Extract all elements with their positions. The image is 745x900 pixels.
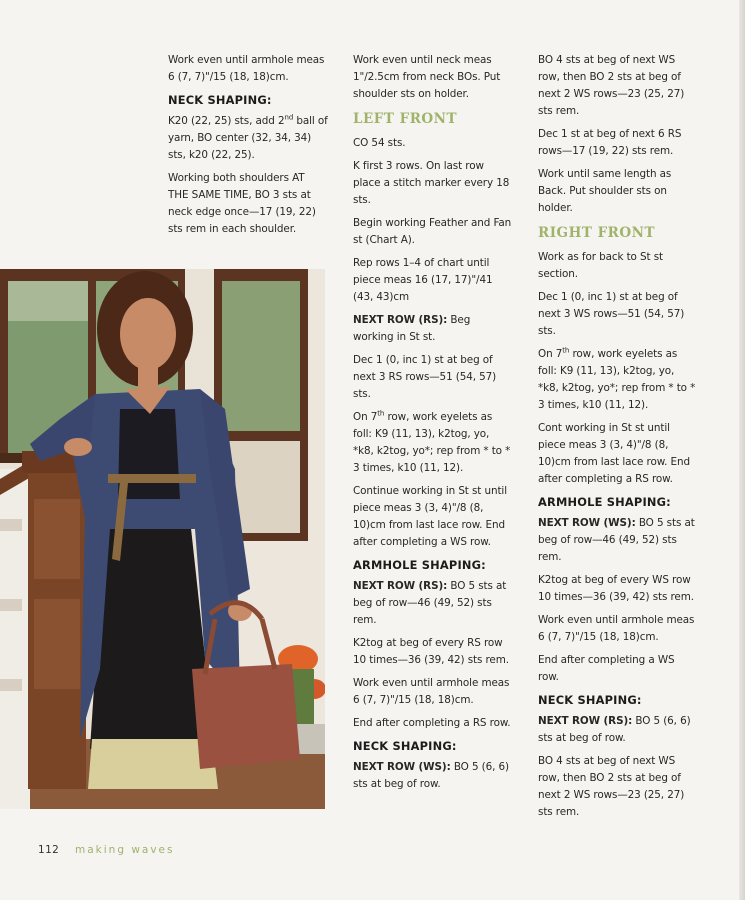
section-heading: LEFT FRONT <box>353 111 458 127</box>
section-heading: RIGHT FRONT <box>538 225 656 241</box>
text-column-2 <box>353 52 513 799</box>
instruction-paragraph: NEXT ROW (RS): BO 5 (6, 6) sts at beg of row. <box>538 715 691 744</box>
instruction-paragraph: On 7th row, work eyelets as foll: K9 (11, 13), k2tog, yo, *k8, k2tog, yo*; rep from * to * 3 times, k10 (11, 12). <box>538 346 696 411</box>
instruction-paragraph: K2tog at beg of every RS row 10 times—36 (39, 42) sts rem. <box>353 637 509 666</box>
instruction-paragraph: Dec 1 st at beg of next 6 RS rows—17 (19, 22) sts rem. <box>538 128 682 157</box>
instruction-paragraph: NEXT ROW (RS): BO 5 sts at beg of row—46 (49, 52) sts rem. <box>353 580 507 626</box>
instruction-paragraph: Begin working Feather and Fan st (Chart A). <box>353 217 512 246</box>
subsection-heading: NECK SHAPING: <box>538 693 642 707</box>
instruction-paragraph: NEXT ROW (RS): Beg working in St st. <box>353 314 471 343</box>
subsection-heading: NECK SHAPING: <box>353 739 457 753</box>
instruction-paragraph: Work as for back to St st section. <box>538 251 663 280</box>
instruction-paragraph: Dec 1 (0, inc 1) st at beg of next 3 WS rows—51 (54, 57) sts. <box>538 291 685 337</box>
page-edge <box>739 0 745 900</box>
instruction-paragraph: Work even until armhole meas 6 (7, 7)"/15 (18, 18)cm. <box>168 54 325 83</box>
instruction-paragraph: On 7th row, work eyelets as foll: K9 (11, 13), k2tog, yo, *k8, k2tog, yo*; rep from * to * 3 times, k10 (11, 12). <box>353 409 511 474</box>
instruction-paragraph: NEXT ROW (WS): BO 5 (6, 6) sts at beg of row. <box>353 761 510 790</box>
instruction-paragraph: K first 3 rows. On last row place a stitch marker every 18 sts. <box>353 160 510 206</box>
instruction-paragraph: NEXT ROW (WS): BO 5 sts at beg of row—46 (49, 52) sts rem. <box>538 517 695 563</box>
instruction-paragraph: Rep rows 1–4 of chart until piece meas 16 (17, 17)"/41 (43, 43)cm <box>353 257 493 303</box>
instruction-paragraph: Work until same length as Back. Put shoulder sts on holder. <box>538 168 672 214</box>
page-footer <box>38 844 174 856</box>
instruction-paragraph: Working both shoulders AT THE SAME TIME, BO 3 sts at neck edge once—17 (19, 22) sts rem in each shoulder. <box>168 172 316 235</box>
instruction-paragraph: Work even until neck meas 1"/2.5cm from neck BOs. Put shoulder sts on holder. <box>353 54 501 100</box>
text-column-3 <box>538 52 698 827</box>
text-column-1 <box>168 52 328 244</box>
page-number: 112 <box>38 844 60 856</box>
subsection-heading: NECK SHAPING: <box>168 93 272 107</box>
instruction-paragraph: K20 (22, 25) sts, add 2nd ball of yarn, BO center (32, 34, 34) sts, k20 (22, 25). <box>168 113 328 161</box>
section-title: making waves <box>75 844 175 856</box>
instruction-paragraph: Continue working in St st until piece meas 3 (3, 4)"/8 (8, 10)cm from last lace row. End after completing a WS row. <box>353 485 507 548</box>
subsection-heading: ARMHOLE SHAPING: <box>353 558 486 572</box>
subsection-heading: ARMHOLE SHAPING: <box>538 495 671 509</box>
instruction-paragraph: BO 4 sts at beg of next WS row, then BO 2 sts at beg of next 2 WS rows—23 (25, 27) sts rem. <box>538 54 685 117</box>
instruction-paragraph: BO 4 sts at beg of next WS row, then BO 2 sts at beg of next 2 WS rows—23 (25, 27) sts rem. <box>538 755 685 818</box>
instruction-paragraph: Cont working in St st until piece meas 3 (3, 4)"/8 (8, 10)cm from last lace row. End after completing a RS row. <box>538 422 690 485</box>
instruction-paragraph: Work even until armhole meas 6 (7, 7)"/15 (18, 18)cm. <box>538 614 695 643</box>
instruction-paragraph: CO 54 sts. <box>353 137 406 149</box>
instruction-paragraph: End after completing a RS row. <box>353 717 511 729</box>
instruction-paragraph: Dec 1 (0, inc 1) st at beg of next 3 RS rows—51 (54, 57) sts. <box>353 354 497 400</box>
instruction-paragraph: Work even until armhole meas 6 (7, 7)"/15 (18, 18)cm. <box>353 677 510 706</box>
instruction-paragraph: K2tog at beg of every WS row 10 times—36 (39, 42) sts rem. <box>538 574 694 603</box>
instruction-paragraph: End after completing a WS row. <box>538 654 675 683</box>
model-photo <box>0 269 325 809</box>
